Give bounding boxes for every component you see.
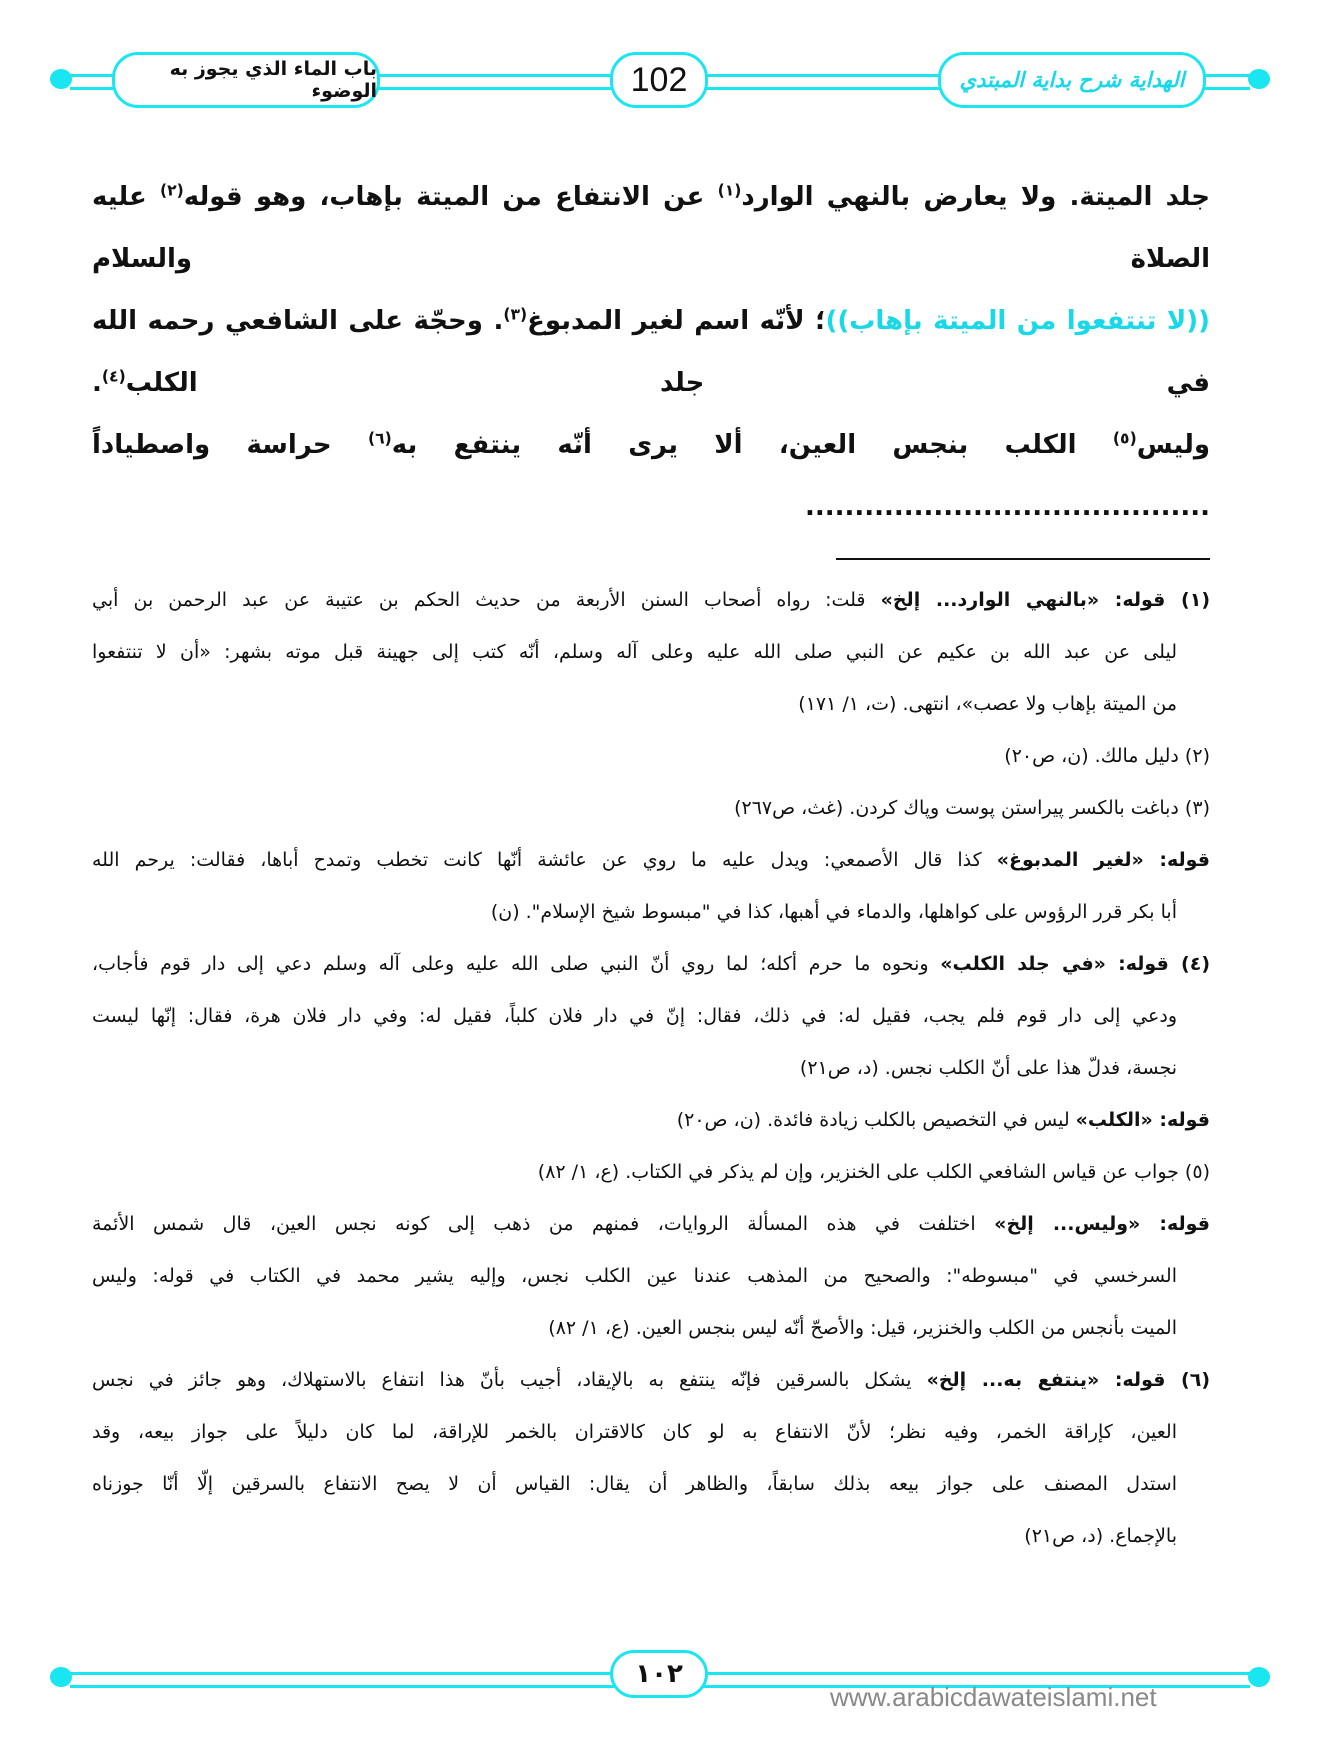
page-body — [92, 166, 1210, 1562]
footnote-lead: قوله: «وليس... إلخ» — [994, 1213, 1210, 1235]
footnote-text: ليلى عن عبد الله بن عكيم عن النبي صلى الله عليه وعلى آله وسلم، أنّه كتب إلى جهينة قبل موته بشهر: «أن لا تنتفعوا — [92, 641, 1177, 663]
ornament-knob-icon — [1248, 69, 1270, 89]
page-number: 102 — [610, 52, 708, 108]
footnote-text: بالإجماع. (د، ص٢١) — [1024, 1525, 1177, 1547]
footnote-line — [92, 1302, 1210, 1354]
chapter-title: باب الماء الذي يجوز به الوضوء — [112, 52, 380, 108]
footnote-divider — [836, 558, 1210, 560]
footnote-text: يشكل بالسرقين فإنّه ينتفع به بالإيقاد، أجيب بأنّ هذا انتفاع بالاستهلاك، وهو جائز في نجس — [92, 1369, 927, 1391]
footnote-text: أبا بكر قرر الرؤوس على كواهلها، والدماء في أهبها، كذا في "مبسوط شيخ الإسلام". (ن) — [490, 901, 1177, 923]
footnote-lead: (٦) قوله: «ينتفع به... إلخ» — [926, 1369, 1210, 1391]
footnote-lead: (١) قوله: «بالنهي الوارد... إلخ» — [880, 589, 1210, 611]
footnote-line — [92, 1042, 1210, 1094]
footnote-text: (٢) دليل مالك. (ن، ص٢٠) — [1004, 745, 1210, 767]
ornament-knob-icon — [50, 69, 72, 89]
footnote-line — [92, 782, 1210, 834]
footnote-line — [92, 1094, 1210, 1146]
footnotes — [92, 574, 1210, 1562]
footnote-line — [92, 574, 1210, 626]
footnote-marker: (٦) — [367, 429, 392, 448]
footnote-text: نجسة، فدلّ هذا على أنّ الكلب نجس. (د، ص٢١) — [799, 1057, 1177, 1079]
footnote-line — [92, 626, 1210, 678]
footer-page-number: ١٠٢ — [610, 1650, 708, 1698]
footnote-line — [92, 1510, 1210, 1562]
footnote-marker: (٣) — [503, 305, 528, 324]
footnote-text: (٣) دباغت بالكسر پيراستن پوست وپاك كردن. (غث، ص٢٦٧) — [734, 797, 1210, 819]
footnote-text: ليس في التخصيص بالكلب زيادة فائدة. (ن، ص٢٠) — [676, 1109, 1076, 1131]
book-title-logo: الهداية شرح بداية المبتدي — [938, 52, 1206, 108]
footnote-text: قلت: رواه أصحاب السنن الأربعة من حديث الحكم بن عتيبة عن عبد الرحمن بن أبي — [92, 589, 881, 611]
main-text-line: ((لا تنتفعوا من الميتة بإهاب))؛ لأنّه اسم لغير المدبوغ$^{(٣)}$. وحجّة على الشافعي رحمه الله في جلد الكلب$^{(٤)}$. — [92, 305, 1210, 398]
footnote-line — [92, 938, 1210, 990]
footnote-lead: قوله: «الكلب» — [1075, 1109, 1210, 1131]
footnote-line — [92, 730, 1210, 782]
footnote-text: من الميتة بإهاب ولا عصب»، انتهى. (ت، ١/ ١٧١) — [798, 693, 1177, 715]
hadith-quote: ((لا تنتفعوا من الميتة بإهاب)) — [825, 306, 1210, 336]
ornament-knob-icon — [50, 1667, 72, 1687]
footnote-line — [92, 1354, 1210, 1406]
footnote-text: كذا قال الأصمعي: ويدل عليه ما روي عن عائشة أنّها كانت تخطب وتمدح أباها، فقالت: يرحم الله — [92, 849, 997, 871]
footnote-text: الميت بأنجس من الكلب والخنزير، قيل: والأصحّ أنّه ليس بنجس العين. (ع، ١/ ٨٢) — [548, 1317, 1177, 1339]
footnote-marker: (٢) — [159, 181, 184, 200]
footnote-text: ودعي إلى دار قوم فلم يجب، فقيل له: في ذلك، فقال: إنّ في دار فلان كلباً، فقيل له: وفي دار فلان هرة، فقال: إنّها ليست — [92, 1005, 1177, 1027]
footnote-text: السرخسي في "مبسوطه": والصحيح من المذهب عندنا عين الكلب نجس، وإليه يشير محمد في الكتاب في قوله: وليس — [92, 1265, 1177, 1287]
footnote-marker: (١) — [717, 181, 742, 200]
footnote-marker: (٥) — [1112, 429, 1137, 448]
footnote-text: اختلفت في هذه المسألة الروايات، فمنهم من ذهب إلى كونه نجس العين، قال شمس الأئمة — [92, 1213, 995, 1235]
footnote-lead: قوله: «لغير المدبوغ» — [996, 849, 1210, 871]
footnote-line — [92, 1250, 1210, 1302]
footnote-line — [92, 1406, 1210, 1458]
footnote-line — [92, 1198, 1210, 1250]
footnote-text: (٥) جواب عن قياس الشافعي الكلب على الخنزير، وإن لم يذكر في الكتاب. (ع، ١/ ٨٢) — [537, 1161, 1210, 1183]
page-header — [50, 52, 1270, 104]
footnote-lead: (٤) قوله: «في جلد الكلب» — [940, 953, 1210, 975]
footnote-text: العين، كإراقة الخمر، وفيه نظر؛ لأنّ الانتفاع به لو كان كالاقتران بالخمر للإراقة، لما كان دليلاً على جواز بيعه، وقد — [92, 1421, 1177, 1443]
footnote-line — [92, 678, 1210, 730]
main-text-line: جلد الميتة. ولا يعارض بالنهي الوارد$^{(١)}$ عن الانتفاع من الميتة بإهاب، وهو قوله$^{(٢)}$ عليه الصلاة والسلام — [92, 181, 1211, 274]
footnote-line — [92, 990, 1210, 1042]
ornament-knob-icon — [1248, 1667, 1270, 1687]
footnote-line — [92, 886, 1210, 938]
footnote-line — [92, 1458, 1210, 1510]
website-url[interactable]: www.arabicdawateislami.net — [830, 1682, 1157, 1712]
footnote-text: ونحوه ما حرم أكله؛ لما روي أنّ النبي صلى الله عليه وعلى آله وسلم دعي إلى دار قوم فأجاب، — [92, 953, 941, 975]
footnote-line — [92, 1146, 1210, 1198]
main-text-line: وليس$^{(٥)}$ الكلب بنجس العين، ألا يرى أنّه ينتفع به$^{(٦)}$ حراسة واصطياداً ......................................... — [92, 429, 1210, 522]
footnote-line — [92, 834, 1210, 886]
footnote-marker: (٤) — [101, 367, 126, 386]
footnote-text: استدل المصنف على جواز بيعه بذلك سابقاً، والظاهر أن يقال: القياس أن لا يصح الانتفاع بالسرقين إلّا أنّا جوزناه — [92, 1473, 1177, 1495]
